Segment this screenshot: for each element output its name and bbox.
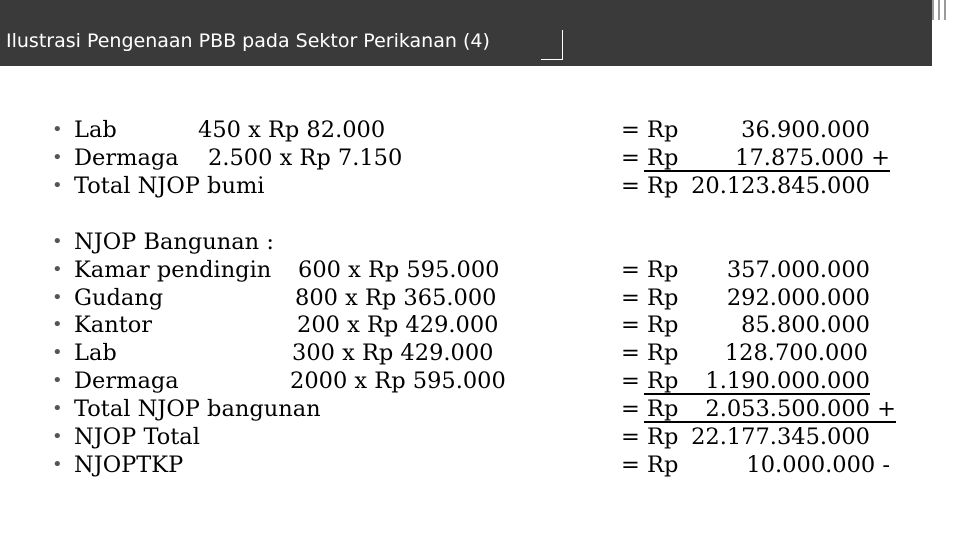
corner-stripes-decoration (930, 0, 960, 20)
item-amount: 128.700.000 (724, 340, 868, 366)
bullet-icon: • (52, 175, 63, 196)
bullet-icon: • (52, 231, 63, 252)
item-calculation: 2.500 x Rp 7.150 (208, 145, 403, 171)
item-label: Lab (74, 340, 117, 366)
item-equals: = Rp (621, 312, 679, 338)
list-item (0, 311, 960, 339)
slide-title: Ilustrasi Pengenaan PBB pada Sektor Perikanan (4) (6, 30, 490, 52)
item-amount: 36.900.000 (741, 117, 870, 143)
item-label: Lab (74, 117, 117, 143)
list-item (0, 256, 960, 284)
item-label: Total NJOP bumi (74, 173, 265, 199)
list-item (0, 116, 960, 144)
bullet-icon: • (52, 287, 63, 308)
item-equals: = Rp (621, 285, 679, 311)
item-calculation: 450 x Rp 82.000 (198, 117, 386, 143)
title-bar (0, 0, 932, 66)
list-item (0, 144, 960, 172)
item-calculation: 2000 x Rp 595.000 (290, 368, 506, 394)
item-equals: = Rp (621, 340, 679, 366)
item-equals: = Rp (621, 368, 679, 394)
list-item (0, 228, 960, 256)
list-item (0, 284, 960, 312)
item-equals: = Rp (621, 396, 679, 422)
list-item (0, 423, 960, 451)
bullet-icon: • (52, 454, 63, 475)
item-label: Gudang (74, 285, 164, 311)
list-item (0, 367, 960, 395)
bullet-icon: • (52, 314, 63, 335)
item-equals: = Rp (621, 424, 679, 450)
item-amount: 292.000.000 (726, 285, 870, 311)
list-item (0, 451, 960, 479)
bullet-icon: • (52, 426, 63, 447)
item-calculation: 800 x Rp 365.000 (295, 285, 497, 311)
list-item (0, 395, 960, 423)
item-amount: 20.123.845.000 (691, 173, 870, 199)
item-amount: 17.875.000 + (735, 145, 890, 171)
item-calculation: 300 x Rp 429.000 (292, 340, 494, 366)
bullet-icon: • (52, 342, 63, 363)
item-label: Total NJOP bangunan (74, 396, 321, 422)
bullet-icon: • (52, 119, 63, 140)
item-amount: 10.000.000 - (746, 452, 890, 478)
list-item (0, 339, 960, 367)
item-equals: = Rp (621, 452, 679, 478)
item-amount: 357.000.000 (726, 257, 870, 283)
item-label: Dermaga (74, 368, 179, 394)
item-equals: = Rp (621, 145, 679, 171)
item-amount: 85.800.000 (741, 312, 870, 338)
item-calculation: 600 x Rp 595.000 (298, 257, 500, 283)
item-label: NJOP Bangunan : (74, 229, 274, 255)
title-caret-decoration (541, 30, 563, 60)
bullet-icon: • (52, 259, 63, 280)
bullet-icon: • (52, 370, 63, 391)
item-equals: = Rp (621, 257, 679, 283)
item-label: Kamar pendingin (74, 257, 272, 283)
item-calculation: 200 x Rp 429.000 (297, 312, 499, 338)
item-label: Kantor (74, 312, 153, 338)
item-amount: 2.053.500.000 + (705, 396, 896, 422)
item-label: NJOPTKP (74, 452, 184, 478)
list-item (0, 172, 960, 200)
item-label: NJOP Total (74, 424, 200, 450)
bullet-icon: • (52, 147, 63, 168)
bullet-icon: • (52, 398, 63, 419)
item-amount: 1.190.000.000 (705, 368, 870, 394)
item-equals: = Rp (621, 173, 679, 199)
item-equals: = Rp (621, 117, 679, 143)
item-amount: 22.177.345.000 (691, 424, 870, 450)
item-label: Dermaga (74, 145, 179, 171)
